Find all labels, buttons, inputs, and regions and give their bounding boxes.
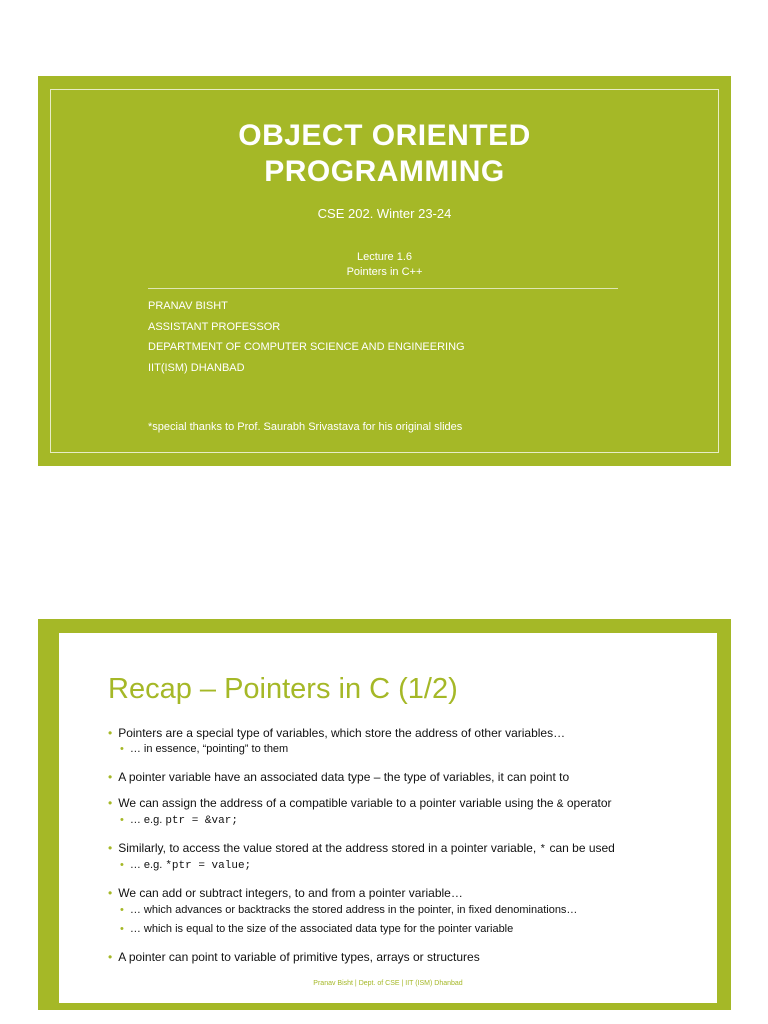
bullet-item — [108, 950, 480, 964]
bullet-item — [108, 726, 565, 740]
bullet-item — [108, 796, 612, 811]
bullet-text: Similarly, to access the value stored at the address stored in a pointer variable, — [118, 841, 540, 855]
sub-bullet-item — [108, 743, 288, 755]
code-snippet: & — [556, 799, 564, 811]
bullet-text: Pointers are a special type of variables, which store the address of other variables… — [118, 726, 566, 740]
bullet-text: A pointer can point to variable of primitive types, arrays or structures — [118, 950, 480, 964]
bullet-icon: • — [120, 859, 124, 871]
sub-bullet-item — [108, 904, 577, 916]
thanks-note: *special thanks to Prof. Saurabh Srivastava for his original slides — [148, 421, 463, 433]
bullet-item — [108, 770, 569, 784]
sub-bullet-text: … which is equal to the size of the associated data type for the pointer variable — [129, 923, 514, 935]
content-slide — [38, 619, 731, 1010]
bullet-text: We can add or subtract integers, to and from a pointer variable… — [118, 886, 463, 900]
lecture-info — [38, 250, 731, 280]
bullet-icon: • — [108, 796, 113, 810]
slide-footer: Pranav Bisht | Dept. of CSE | IIT (ISM) Dhanbad — [313, 980, 463, 987]
bullet-icon: • — [108, 770, 113, 784]
bullet-text: A pointer variable have an associated data type – the type of variables, it can point to — [118, 770, 570, 784]
content-panel — [59, 633, 717, 1003]
slide-heading: Recap – Pointers in C (1/2) — [108, 673, 458, 705]
sub-bullet-item — [108, 859, 251, 872]
lecture-number: Lecture 1.6 — [356, 251, 413, 263]
lecture-topic: Pointers in C++ — [346, 266, 423, 278]
course-code: CSE 202. Winter 23-24 — [317, 206, 452, 221]
bullet-text: We can assign the address of a compatible variable to a pointer variable using the — [118, 796, 557, 810]
sub-bullet-text: … in essence, “pointing” to them — [129, 743, 289, 755]
bullet-icon: • — [120, 743, 124, 755]
bullet-icon: • — [108, 950, 113, 964]
sub-bullet-item — [108, 923, 513, 935]
bullet-text: can be used — [546, 841, 615, 855]
bullet-item — [108, 841, 615, 856]
author-title: ASSISTANT PROFESSOR — [148, 320, 281, 333]
author-institute: IIT(ISM) DHANBAD — [148, 361, 245, 374]
sub-bullet-text: … which advances or backtracks the stored address in the pointer, in fixed denominations… — [129, 904, 578, 916]
author-department: DEPARTMENT OF COMPUTER SCIENCE AND ENGINEERING — [148, 341, 465, 353]
sub-bullet-text: … e.g. — [129, 859, 166, 871]
title-line-1: OBJECT ORIENTED — [238, 119, 531, 152]
bullet-icon: • — [108, 841, 113, 855]
bullet-icon: • — [120, 923, 124, 935]
slide-title — [38, 118, 731, 190]
title-slide — [38, 76, 731, 466]
bullet-icon: • — [120, 814, 124, 826]
sub-bullet-text: … e.g. — [129, 814, 166, 826]
bullet-text: operator — [563, 796, 612, 810]
divider — [148, 288, 618, 289]
bullet-icon: • — [108, 726, 113, 740]
bullet-icon: • — [120, 904, 124, 916]
sub-bullet-item — [108, 814, 238, 827]
title-line-2: PROGRAMMING — [264, 155, 505, 188]
author-name: PRANAV BISHT — [148, 300, 228, 312]
bullet-item — [108, 886, 463, 900]
code-snippet: *ptr = value; — [165, 860, 252, 872]
bullet-icon: • — [108, 886, 113, 900]
code-snippet: * — [539, 844, 547, 856]
author-block — [148, 296, 465, 378]
code-snippet: ptr = &var; — [165, 815, 238, 827]
